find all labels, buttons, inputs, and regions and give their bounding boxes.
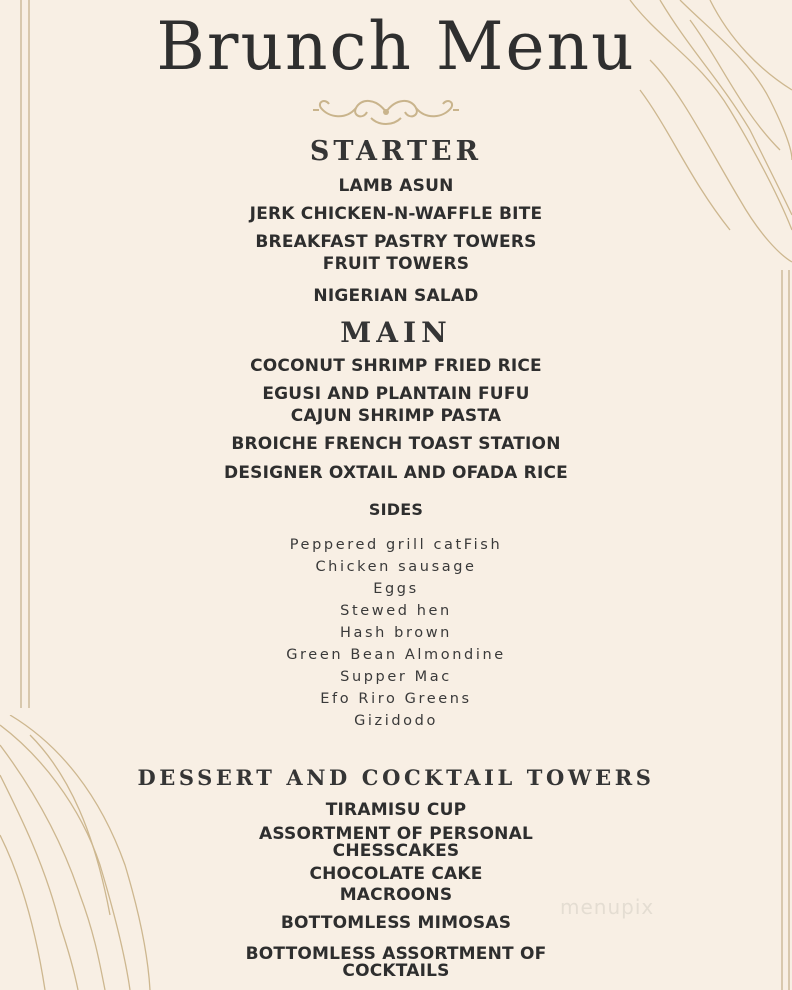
- section-heading-main: MAIN: [340, 316, 452, 349]
- section-heading-dessert: DESSERT AND COCKTAIL TOWERS: [137, 765, 655, 790]
- section-heading-sides: SIDES: [368, 500, 424, 519]
- menu-item: FRUIT TOWERS: [322, 254, 470, 274]
- menu-item: LAMB ASUN: [338, 176, 454, 196]
- side-item: Eggs: [373, 581, 419, 597]
- flourish-ornament: [311, 94, 461, 128]
- menu-item: DESIGNER OXTAIL AND OFADA RICE: [224, 463, 568, 483]
- watermark: menupix: [560, 895, 655, 919]
- menu-item: ASSORTMENT OF PERSONAL: [259, 824, 533, 844]
- side-item: Supper Mac: [340, 669, 452, 685]
- menu-item: BREAKFAST PASTRY TOWERS: [255, 232, 537, 252]
- side-item: Stewed hen: [340, 603, 452, 619]
- menu-item: MACROONS: [339, 885, 453, 905]
- side-item: Hash brown: [340, 625, 452, 641]
- section-heading-starter: STARTER: [309, 136, 483, 167]
- menu-item: JERK CHICKEN-N-WAFFLE BITE: [249, 204, 543, 224]
- menu-item: CHESSCAKES: [332, 841, 460, 861]
- menu-item: CHOCOLATE CAKE: [309, 864, 483, 884]
- menu-item: BOTTOMLESS ASSORTMENT OF: [245, 944, 547, 964]
- menu-item: TIRAMISU CUP: [325, 800, 467, 820]
- menu-item: NIGERIAN SALAD: [313, 286, 479, 306]
- menu-item: BROICHE FRENCH TOAST STATION: [231, 434, 561, 454]
- menu-item: CAJUN SHRIMP PASTA: [290, 406, 502, 426]
- side-item: Peppered grill catFish: [289, 537, 503, 553]
- menu-item: BOTTOMLESS MIMOSAS: [280, 913, 512, 933]
- side-item: Gizidodo: [354, 713, 438, 729]
- menu-item: COCKTAILS: [342, 961, 450, 981]
- menu-item: COCONUT SHRIMP FRIED RICE: [250, 356, 542, 376]
- side-item: Green Bean Almondine: [286, 647, 506, 663]
- frame-line-left-inner: [28, 0, 30, 708]
- menu-title: Brunch Menu: [156, 8, 636, 85]
- frame-line-left-outer: [20, 0, 22, 708]
- side-item: Efo Riro Greens: [320, 691, 472, 707]
- side-item: Chicken sausage: [315, 559, 477, 575]
- menu-item: EGUSI AND PLANTAIN FUFU: [262, 384, 530, 404]
